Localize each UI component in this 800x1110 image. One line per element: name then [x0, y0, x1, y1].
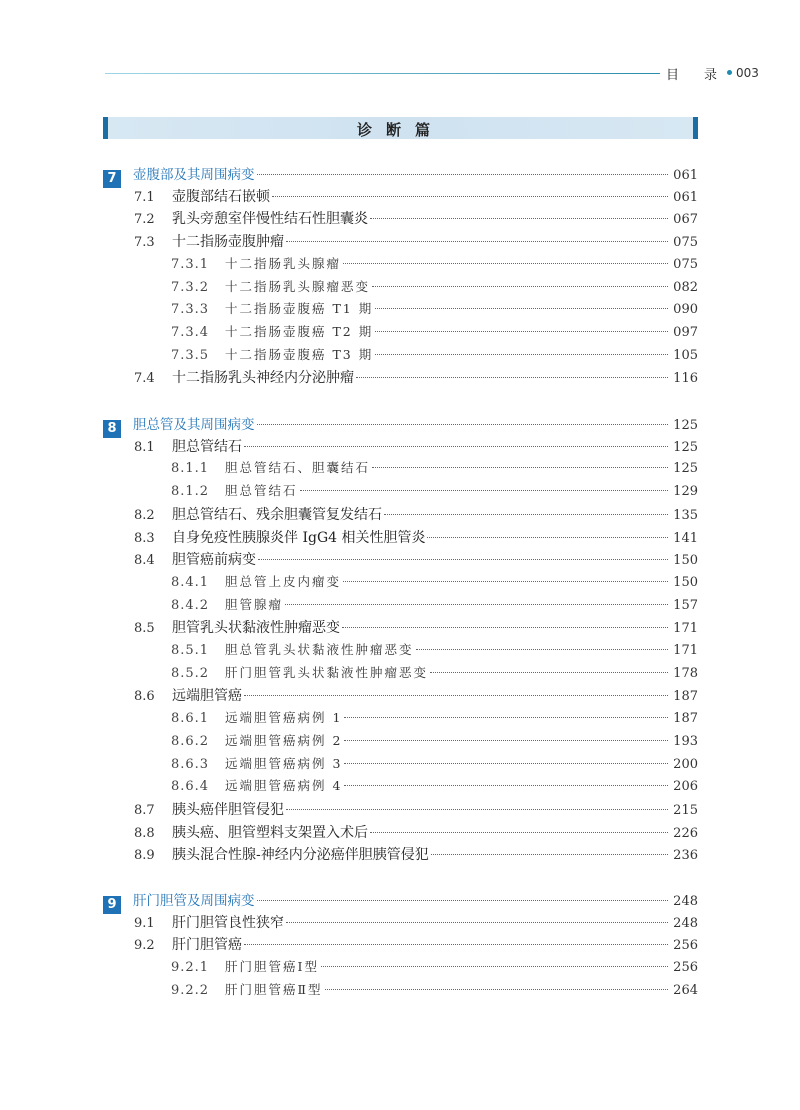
toc-subsection-row[interactable]	[171, 277, 698, 297]
section-title: 诊断篇	[356, 121, 444, 139]
toc-section-row[interactable]	[134, 527, 698, 547]
toc-section-row[interactable]	[134, 912, 698, 932]
toc-subsection-row[interactable]	[171, 957, 698, 977]
entry-number: 8.5.1	[171, 643, 210, 658]
entry-title: 胆管癌前病变	[172, 552, 256, 569]
toc-subsection-row[interactable]	[171, 254, 698, 274]
entry-number: 9.2.1	[171, 960, 210, 976]
entry-title: 十二指肠壶腹癌 T2 期	[225, 323, 374, 339]
entry-title: 胆总管结石、胆囊结石	[225, 460, 371, 476]
entry-number: 7.3.3	[171, 302, 210, 318]
dot-leader	[343, 581, 668, 582]
entry-title: 肝门胆管乳头状黏液性肿瘤恶变	[225, 664, 429, 680]
chapter-number-badge: 7	[103, 170, 121, 188]
entry-number: 8.7	[134, 802, 155, 818]
entry-number: 8.5.2	[171, 665, 210, 681]
page-number: 125	[673, 461, 698, 477]
entry-number: 8.1.1	[171, 461, 210, 477]
toc-subsection-row[interactable]	[171, 663, 698, 683]
entry-number: 8.2	[134, 507, 155, 523]
dot-leader	[375, 331, 668, 332]
entry-title: 胆总管结石、残余胆囊管复发结石	[172, 506, 382, 523]
dot-leader	[257, 900, 669, 901]
entry-number: 9.1	[134, 915, 155, 931]
entry-title: 乳头旁憩室伴慢性结石性胆囊炎	[172, 211, 368, 228]
entry-title: 胆总管结石	[225, 483, 298, 499]
toc-subsection-row[interactable]	[171, 481, 698, 501]
entry-number: 8.4	[134, 553, 155, 569]
toc-section-row[interactable]	[134, 436, 698, 456]
dot-leader	[272, 196, 668, 197]
page-number: 178	[673, 665, 698, 681]
toc-subsection-row[interactable]	[171, 731, 698, 751]
entry-number: 8.6	[134, 689, 155, 705]
toc-subsection-row[interactable]	[171, 980, 698, 1000]
entry-title: 远端胆管癌病例 4	[225, 778, 343, 794]
page-number: 264	[673, 982, 698, 998]
toc-subsection-row[interactable]	[171, 708, 698, 728]
page-number: 129	[673, 484, 698, 500]
entry-number: 9.2	[134, 938, 155, 954]
entry-number: 8.6.2	[171, 733, 210, 749]
dot-leader	[285, 604, 668, 605]
entry-title: 胰头混合性腺-神经内分泌癌伴胆胰管侵犯	[172, 847, 429, 864]
page-number: 067	[673, 212, 698, 228]
entry-number: 8.6.3	[171, 756, 210, 772]
chapter-row[interactable]	[103, 413, 698, 436]
page-number: 125	[673, 418, 698, 433]
dot-leader	[344, 785, 668, 786]
toc-section-row[interactable]	[134, 844, 698, 864]
toc-subsection-row[interactable]	[171, 322, 698, 342]
entry-title: 远端胆管癌病例 2	[225, 732, 343, 748]
page-number: 116	[673, 371, 698, 387]
entry-title: 胆总管结石	[172, 438, 242, 455]
banner-bar-right	[693, 117, 698, 139]
dot-leader	[342, 627, 668, 628]
page-number: 187	[673, 689, 698, 705]
page-number: 236	[673, 848, 698, 864]
entry-number: 7.3.5	[171, 347, 210, 363]
entry-number: 8.5	[134, 621, 155, 637]
dot-leader	[343, 263, 668, 264]
entry-number: 7.1	[134, 189, 155, 205]
page-number: 193	[673, 733, 698, 749]
toc-section-row[interactable]	[134, 186, 698, 206]
page-number: 215	[673, 802, 698, 818]
toc-section-row[interactable]	[134, 934, 698, 954]
dot-leader	[375, 308, 668, 309]
header-page-number: 003	[736, 66, 759, 80]
chapter-title: 壶腹部及其周围病变	[133, 167, 255, 183]
chapter-row[interactable]	[103, 163, 698, 186]
toc-section-row[interactable]	[134, 549, 698, 569]
entry-number: 7.4	[134, 371, 155, 387]
dot-leader	[372, 467, 668, 468]
dot-leader	[427, 537, 668, 538]
page-number: 248	[673, 894, 698, 909]
dot-leader	[370, 832, 668, 833]
entry-title: 自身免疫性胰腺炎伴 IgG4 相关性胆管炎	[172, 529, 426, 546]
dot-leader	[244, 944, 668, 945]
toc-subsection-row[interactable]	[171, 595, 698, 615]
toc-section-row[interactable]	[134, 504, 698, 524]
entry-title: 十二指肠壶腹癌 T1 期	[225, 301, 374, 317]
entry-title: 肝门胆管癌	[172, 937, 242, 954]
entry-title: 远端胆管癌病例 1	[225, 710, 343, 726]
page-number: 206	[673, 779, 698, 795]
toc-section-row[interactable]	[134, 617, 698, 637]
page-number: 171	[673, 643, 698, 658]
toc-section-row[interactable]	[134, 231, 698, 251]
dot-leader	[344, 763, 668, 764]
entry-number: 8.6.4	[171, 779, 210, 795]
entry-title: 十二指肠乳头腺瘤恶变	[225, 278, 371, 294]
page-number: 135	[673, 507, 698, 523]
entry-number: 8.3	[134, 530, 155, 546]
entry-title: 胰头癌、胆管塑料支架置入术后	[172, 824, 368, 841]
dot-leader	[286, 922, 668, 923]
page-number: 200	[673, 756, 698, 772]
entry-title: 胆管乳头状黏液性肿瘤恶变	[172, 620, 340, 637]
header-rule	[105, 73, 660, 74]
dot-leader	[258, 559, 668, 560]
toc-subsection-row[interactable]	[171, 345, 698, 365]
page-number: 075	[673, 256, 698, 272]
dot-leader	[325, 989, 669, 990]
toc-subsection-row[interactable]	[171, 458, 698, 478]
page-number: 097	[673, 324, 698, 340]
entry-title: 胆管腺瘤	[225, 596, 284, 612]
page-number: 150	[673, 553, 698, 569]
toc-section-row[interactable]	[134, 685, 698, 705]
dot-leader	[286, 809, 668, 810]
entry-number: 7.3.2	[171, 279, 210, 295]
page-number: 226	[673, 825, 698, 841]
entry-number: 8.4.2	[171, 597, 210, 613]
entry-number: 8.6.1	[171, 711, 210, 727]
entry-number: 7.3	[134, 235, 155, 251]
toc-subsection-row[interactable]	[171, 299, 698, 319]
page-number: 061	[673, 189, 698, 205]
chapter-number-badge: 8	[103, 420, 121, 438]
header-title-char-2: 录	[704, 68, 718, 83]
page-number: 157	[673, 597, 698, 613]
chapter-title: 胆总管及其周围病变	[133, 417, 255, 433]
header-dot-icon	[727, 70, 732, 75]
dot-leader	[344, 740, 668, 741]
entry-title: 胆总管乳头状黏液性肿瘤恶变	[225, 642, 414, 657]
dot-leader	[300, 490, 668, 491]
entry-title: 壶腹部结石嵌顿	[172, 188, 270, 205]
toc-section-row[interactable]	[134, 799, 698, 819]
page-number: 141	[673, 530, 698, 546]
dot-leader	[321, 966, 668, 967]
dot-leader	[384, 514, 668, 515]
dot-leader	[356, 377, 668, 378]
entry-number: 7.3.4	[171, 324, 210, 340]
dot-leader	[375, 354, 668, 355]
entry-number: 8.8	[134, 825, 155, 841]
dot-leader	[372, 286, 668, 287]
section-banner	[103, 117, 698, 139]
page-number: 075	[673, 235, 698, 251]
entry-number: 9.2.2	[171, 982, 210, 998]
chapter-number-badge: 9	[103, 896, 121, 914]
header-title-char-1: 目	[666, 68, 680, 83]
dot-leader	[244, 695, 668, 696]
dot-leader	[416, 649, 668, 650]
entry-number: 7.2	[134, 212, 155, 228]
chapter-title: 肝门胆管及周围病变	[133, 893, 255, 909]
page-number: 256	[673, 938, 698, 954]
entry-number: 8.9	[134, 848, 155, 864]
toc-subsection-row[interactable]	[171, 754, 698, 774]
page-number: 150	[673, 574, 698, 590]
dot-leader	[431, 854, 668, 855]
entry-number: 8.1.2	[171, 484, 210, 500]
page-number: 125	[673, 439, 698, 455]
toc-subsection-row[interactable]	[171, 640, 698, 660]
entry-number: 7.3.1	[171, 256, 210, 272]
dot-leader	[430, 672, 668, 673]
page-number: 082	[673, 279, 698, 295]
entry-title: 肝门胆管癌Ⅱ型	[225, 981, 323, 997]
dot-leader	[257, 424, 669, 425]
entry-title: 胆总管上皮内瘤变	[225, 573, 342, 589]
entry-title: 肝门胆管良性狭窄	[172, 914, 284, 931]
dot-leader	[257, 174, 669, 175]
toc-section-row[interactable]	[134, 367, 698, 387]
page-number: 090	[673, 302, 698, 318]
page-number: 187	[673, 711, 698, 727]
entry-title: 十二指肠壶腹肿瘤	[172, 234, 284, 251]
chapter-row[interactable]	[103, 889, 698, 912]
entry-title: 胰头癌伴胆管侵犯	[172, 801, 284, 818]
entry-title: 十二指肠乳头神经内分泌肿瘤	[172, 370, 354, 387]
toc-section-row[interactable]	[134, 822, 698, 842]
dot-leader	[286, 241, 668, 242]
page-number: 248	[673, 915, 698, 931]
entry-number: 8.1	[134, 439, 155, 455]
entry-title: 肝门胆管癌Ⅰ型	[225, 959, 319, 975]
entry-title: 十二指肠壶腹癌 T3 期	[225, 346, 374, 362]
page-number: 171	[673, 621, 698, 637]
entry-number: 8.4.1	[171, 574, 210, 590]
toc-subsection-row[interactable]	[171, 572, 698, 592]
toc-section-row[interactable]	[134, 208, 698, 228]
entry-title: 远端胆管癌	[172, 688, 242, 705]
page-number: 105	[673, 347, 698, 363]
dot-leader	[344, 717, 668, 718]
dot-leader	[244, 446, 668, 447]
entry-title: 十二指肠乳头腺瘤	[225, 255, 342, 271]
page-number: 061	[673, 168, 698, 183]
toc-subsection-row[interactable]	[171, 776, 698, 796]
dot-leader	[370, 218, 668, 219]
page-number: 256	[673, 960, 698, 976]
entry-title: 远端胆管癌病例 3	[225, 755, 343, 771]
